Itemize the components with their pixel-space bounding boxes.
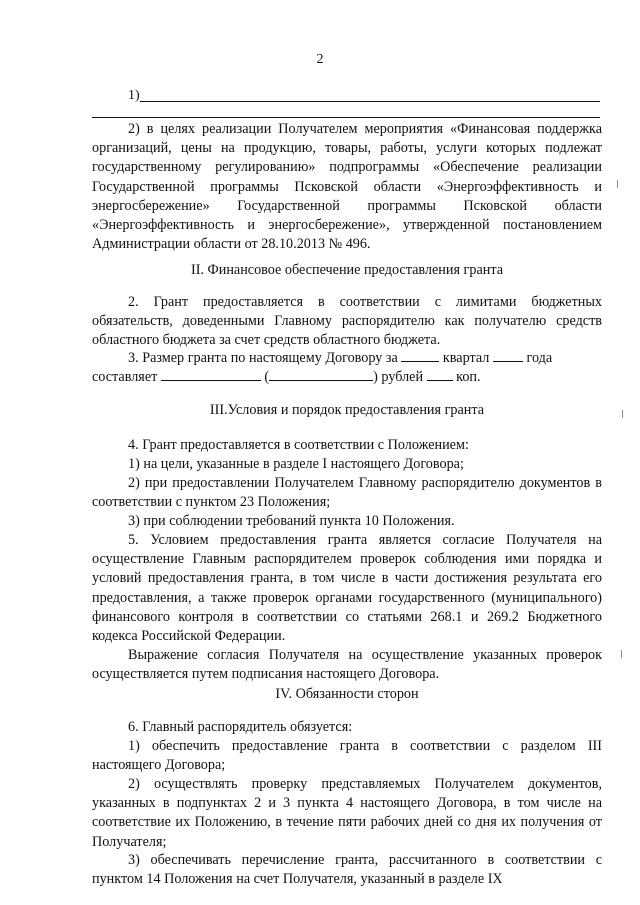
amount-blank (161, 368, 261, 381)
paragraph-6: 6. Главный распорядитель обязуется: (128, 719, 353, 735)
grant-amount-text-b: квартал (442, 350, 490, 366)
item-1-label: 1) (128, 88, 140, 103)
kopecks-blank (427, 368, 453, 381)
section-heading-4: IV. Обязанности сторон (275, 686, 419, 702)
grant-amount-text-c: года составляет (92, 350, 553, 386)
paragraph-5-consent: Выражение согласия Получателя на осуществление указанных проверок осуществляется путем подписания настоящего Договора. (92, 647, 602, 683)
page-number: 2 (316, 52, 324, 67)
paragraph-4-2: 2) при предоставлении Получателем Главному распорядителю документов в соответствии с пунктом 23 Положения; (92, 475, 602, 511)
paragraph-5: 5. Условием предоставления гранта является согласие Получателя на осуществление Главным распорядителем проверок соблюдения ими порядка и условий предоставления гранта, в том числе в части достижения результата его предоставления, а также проверок органами государственного (муниципального) финансового контроля в соответствии со статьями 268.1 и 269.2 Бюджетного кодекса Российской Федерации. (92, 532, 602, 645)
paragraph-6-3: 3) обеспечивать перечисление гранта, рассчитанного в соответствии с пунктом 14 Положения на счет Получателя, указанный в разделе IX (92, 852, 602, 888)
amount-words-blank (269, 368, 373, 381)
item-1-blank-line (140, 101, 600, 102)
paragraph-3-grant-amount (92, 349, 602, 387)
grant-amount-text-e: ) рублей (373, 369, 424, 386)
grant-amount-text-f: коп. (456, 369, 481, 386)
blank-full-line (92, 117, 600, 118)
grant-amount-text-a: 3. Размер гранта по настоящему Договору за (128, 350, 398, 366)
paragraph-2: 2. Грант предоставляется в соответствии с лимитами бюджетных обязательств, доведенными Главному распорядителю как получателю средств областного бюджета за счет средств областного бюджета. (92, 294, 602, 349)
paragraph-4-1: 1) на цели, указанные в разделе I настоящего Договора; (128, 456, 464, 472)
section-heading-3: III.Условия и порядок предоставления гранта (209, 402, 485, 418)
quarter-blank (401, 349, 439, 362)
paragraph-6-2: 2) осуществлять проверку представляемых Получателем документов, указанных в подпунктах 2 и 3 пункта 4 настоящего Договора, в том числе на соответствие их Положению, в течение пяти рабочих дней со дня их получения от Получателя; (92, 776, 602, 850)
paragraph-6-1: 1) обеспечить предоставление гранта в соответствии с разделом III настоящего Договора; (92, 738, 602, 774)
scan-mark (621, 650, 622, 658)
scan-mark (617, 180, 618, 188)
scan-mark (622, 410, 623, 418)
paragraph-4: 4. Грант предоставляется в соответствии с Положением: (128, 437, 469, 453)
section-heading-2: II. Финансовое обеспечение предоставления гранта (190, 262, 504, 278)
paragraph-purpose: 2) в целях реализации Получателем мероприятия «Финансовая поддержка организаций, цены на продукцию, товары, работы, услуги которых подлежат государственному регулированию» подпрограммы «Обеспечение реализации Государственной программы Псковской области «Энергоэффективность и энергосбережение» Государственной программы Псковской области «Энергоэффективность и энергосбережение», утвержденной постановлением Администрации области от 28.10.2013 № 496. (92, 121, 602, 253)
year-blank (493, 349, 523, 362)
paragraph-4-3: 3) при соблюдении требований пункта 10 Положения. (128, 513, 455, 529)
grant-amount-text-d: ( (264, 369, 270, 386)
